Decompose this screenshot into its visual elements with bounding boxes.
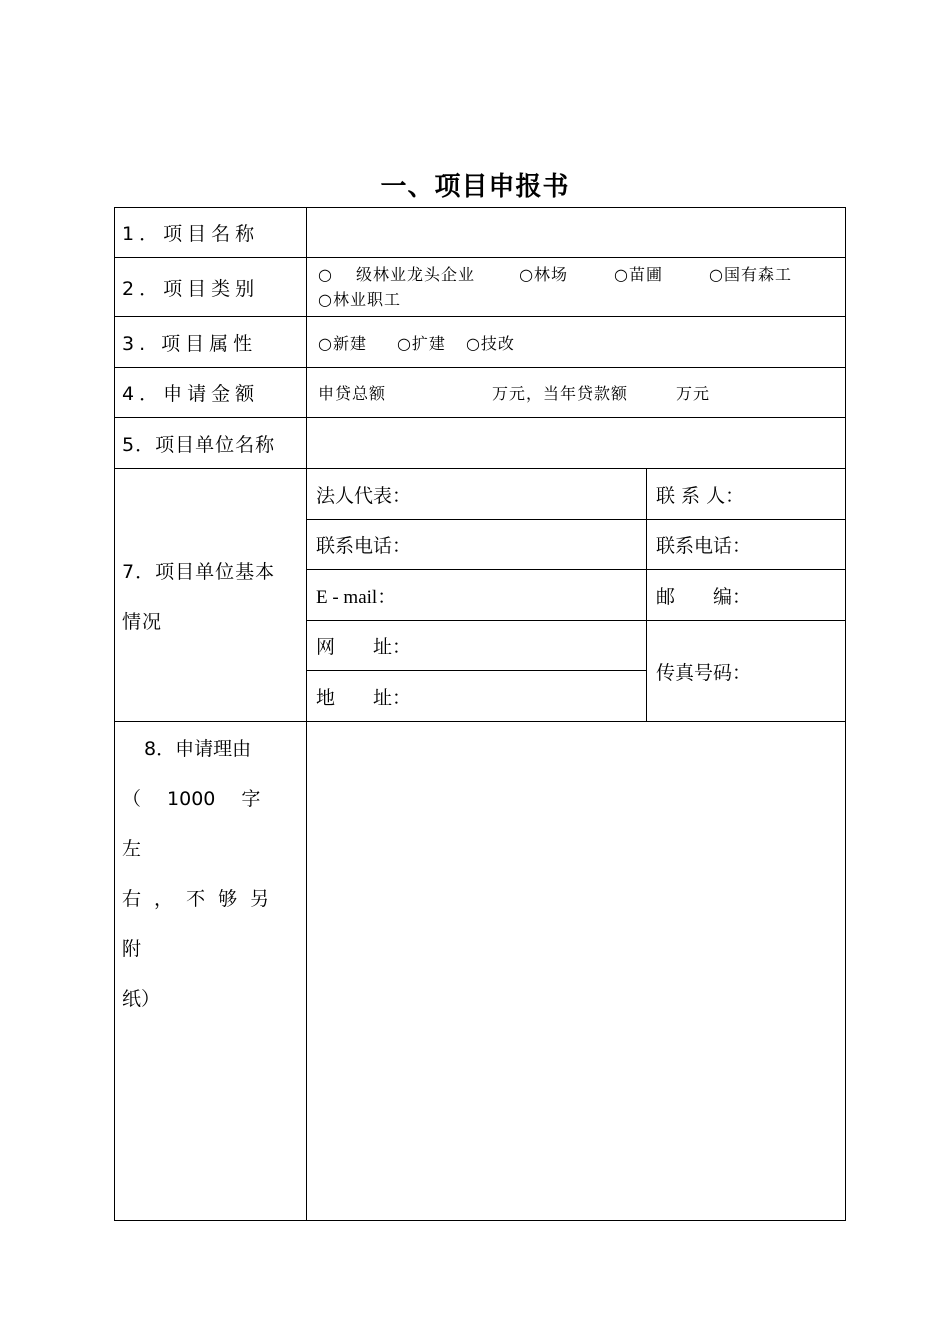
project-name-label: 1．项目名称: [122, 223, 260, 245]
project-type-label: 2．项目类别: [122, 277, 260, 300]
unit-basic-info-label-line1: 7．项目单位基本: [122, 561, 276, 583]
reason-label-line1: 8．申请理由: [144, 738, 252, 760]
amount-unit-text-2: 万元: [676, 384, 711, 403]
amount-field[interactable]: [318, 368, 838, 417]
postcode-field[interactable]: 邮 编：: [656, 585, 752, 608]
website-field[interactable]: 网 址：: [316, 636, 412, 658]
legal-representative-field[interactable]: 法人代表：: [316, 484, 412, 507]
reason-label-line4: 纸）: [122, 988, 161, 1010]
type-option-leading-enterprise[interactable]: ○ 级林业龙头企业: [318, 265, 476, 284]
type-option-forest-farm[interactable]: ○林场: [519, 265, 569, 284]
attr-option-new[interactable]: ○新建: [318, 333, 367, 353]
attr-option-upgrade[interactable]: ○技改: [465, 333, 515, 353]
reason-text-area[interactable]: [307, 722, 845, 1220]
project-attribute-label: 3. 项目属性: [122, 332, 258, 355]
contact-person-field[interactable]: 联 系 人：: [656, 484, 745, 507]
reason-label-line3: 右 ， 不 够 另 附: [122, 888, 270, 960]
amount-unit-text-1: 万元，当年贷款额: [492, 384, 629, 403]
project-attribute-options: [318, 317, 838, 367]
reason-label-line2-text: （ 1000 字 左: [122, 788, 261, 860]
unit-basic-info-label-line2: 情况: [122, 611, 163, 633]
unit-basic-info-label: [122, 547, 306, 647]
page-title: 一、项目申报书: [380, 172, 570, 202]
type-option-forestry-worker[interactable]: ○林业职工: [318, 290, 401, 309]
type-option-state-forest[interactable]: ○国有森工: [709, 265, 792, 284]
reason-label-line2: [122, 774, 300, 874]
email-field[interactable]: E - mail：: [316, 586, 397, 608]
project-name-field[interactable]: [307, 208, 845, 257]
attr-option-expand[interactable]: ○扩建: [396, 333, 446, 353]
reason-label: [122, 724, 300, 1024]
amount-label: 4．申请金额: [122, 383, 260, 405]
phone-field-left[interactable]: 联系电话：: [316, 535, 412, 557]
phone-field-right[interactable]: 联系电话：: [656, 535, 752, 557]
project-type-options: [318, 262, 842, 312]
address-field[interactable]: 地 址：: [316, 686, 412, 709]
fax-field[interactable]: 传真号码：: [656, 661, 752, 684]
type-option-nursery[interactable]: ○苗圃: [614, 265, 663, 284]
unit-name-label: 5．项目单位名称: [122, 433, 276, 456]
amount-total-text: 申贷总额: [318, 384, 387, 403]
unit-name-field[interactable]: [307, 418, 845, 468]
